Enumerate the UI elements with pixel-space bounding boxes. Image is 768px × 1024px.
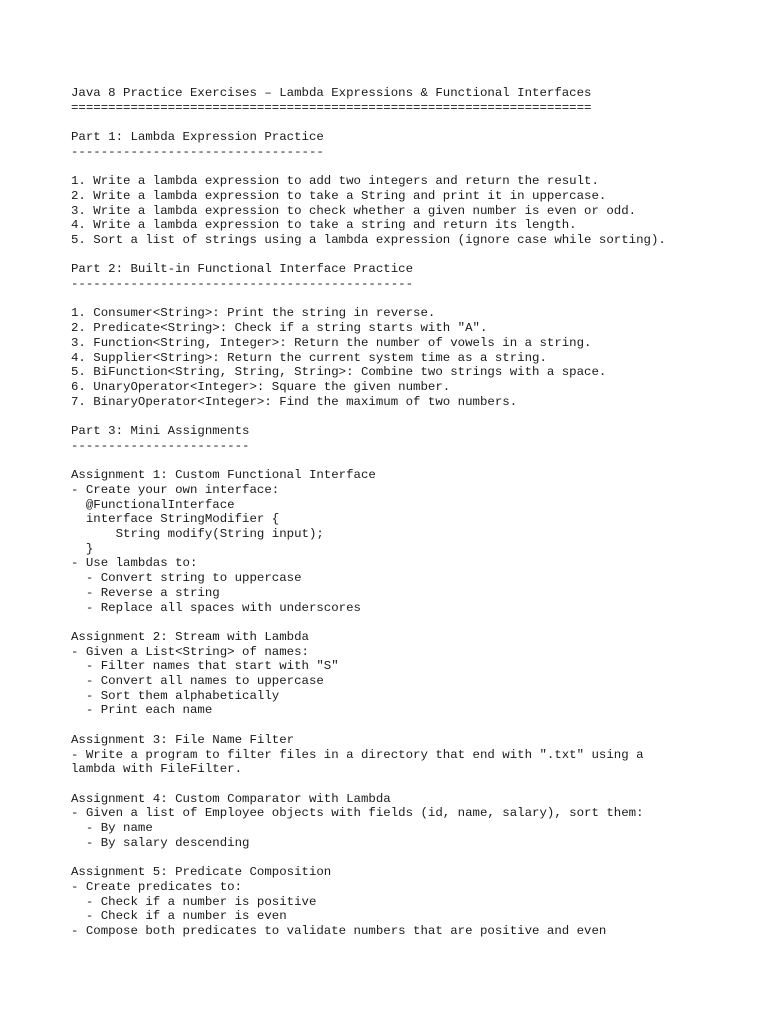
document-line: 2. Predicate<String>: Check if a string starts with "A". [71, 321, 488, 336]
document-line: ====================================================================== [71, 100, 592, 115]
document-line: 4. Supplier<String>: Return the current system time as a string. [71, 350, 547, 365]
document-line: Part 3: Mini Assignments [71, 424, 250, 439]
document-line [71, 718, 761, 733]
document-line: lambda with FileFilter. [71, 762, 243, 777]
document-line: String modify(String input); [71, 527, 324, 541]
document-line: 7. BinaryOperator<Integer>: Find the maximum of two numbers. [71, 394, 518, 409]
document-line: - Use lambdas to: [71, 556, 198, 571]
document-page [71, 86, 761, 939]
document-line: - Filter names that start with "S" [71, 659, 339, 674]
document-line: - Given a List<String> of names: [71, 644, 309, 659]
document-line: Assignment 4: Custom Comparator with Lambda [71, 791, 391, 806]
document-line: ------------------------ [71, 438, 250, 453]
document-line: interface StringModifier { [71, 512, 280, 527]
document-line: - Check if a number is positive [71, 894, 317, 909]
document-line [71, 160, 761, 175]
document-line: 1. Consumer<String>: Print the string in reverse. [71, 306, 436, 321]
document-line: Part 2: Built-in Functional Interface Practice [71, 262, 414, 277]
document-line: - Given a list of Employee objects with fields (id, name, salary), sort them: [71, 806, 644, 821]
document-line: Java 8 Practice Exercises – Lambda Expressions & Functional Interfaces [71, 86, 592, 100]
document-line: Part 1: Lambda Expression Practice [71, 130, 324, 145]
document-line: 5. BiFunction<String, String, String>: Combine two strings with a space. [71, 365, 607, 380]
document-line: - Check if a number is even [71, 909, 287, 924]
document-line: - Create predicates to: [71, 879, 243, 894]
document-line: - Reverse a string [71, 585, 220, 600]
document-line: @FunctionalInterface [71, 497, 235, 512]
document-line [71, 850, 761, 865]
document-line: - Sort them alphabetically [71, 688, 280, 703]
document-line: - Compose both predicates to validate numbers that are positive and even [71, 923, 607, 938]
document-line [71, 777, 761, 792]
document-line: Assignment 3: File Name Filter [71, 732, 295, 747]
document-line: 1. Write a lambda expression to add two integers and return the result. [71, 174, 599, 189]
document-line: } [71, 541, 94, 556]
document-line: Assignment 5: Predicate Composition [71, 865, 332, 880]
document-line: 3. Function<String, Integer>: Return the number of vowels in a string. [71, 335, 592, 350]
document-line: - By name [71, 821, 153, 836]
document-line [71, 409, 761, 424]
document-line: ---------------------------------------------- [71, 277, 414, 292]
document-line: - Create your own interface: [71, 482, 280, 497]
document-line [71, 115, 761, 130]
document-line: Assignment 1: Custom Functional Interface [71, 468, 376, 483]
document-line: - Write a program to filter files in a directory that end with ".txt" using a [71, 747, 644, 762]
document-line: Assignment 2: Stream with Lambda [71, 629, 309, 644]
document-text [71, 86, 761, 939]
document-line [71, 454, 761, 469]
document-line: 5. Sort a list of strings using a lambda expression (ignore case while sorting). [71, 233, 666, 247]
document-line: - Print each name [71, 703, 213, 718]
document-line [71, 248, 761, 263]
document-line [71, 292, 761, 307]
document-line: 3. Write a lambda expression to check whether a given number is even or odd. [71, 203, 637, 218]
document-line: - Replace all spaces with underscores [71, 600, 361, 615]
document-line [71, 615, 761, 630]
document-line: 4. Write a lambda expression to take a string and return its length. [71, 218, 577, 233]
document-line: - By salary descending [71, 835, 250, 850]
document-line: ---------------------------------- [71, 144, 324, 159]
document-line: 2. Write a lambda expression to take a String and print it in uppercase. [71, 188, 607, 203]
document-line: 6. UnaryOperator<Integer>: Square the given number. [71, 380, 451, 394]
document-line: - Convert all names to uppercase [71, 674, 324, 689]
document-line: - Convert string to uppercase [71, 571, 302, 586]
